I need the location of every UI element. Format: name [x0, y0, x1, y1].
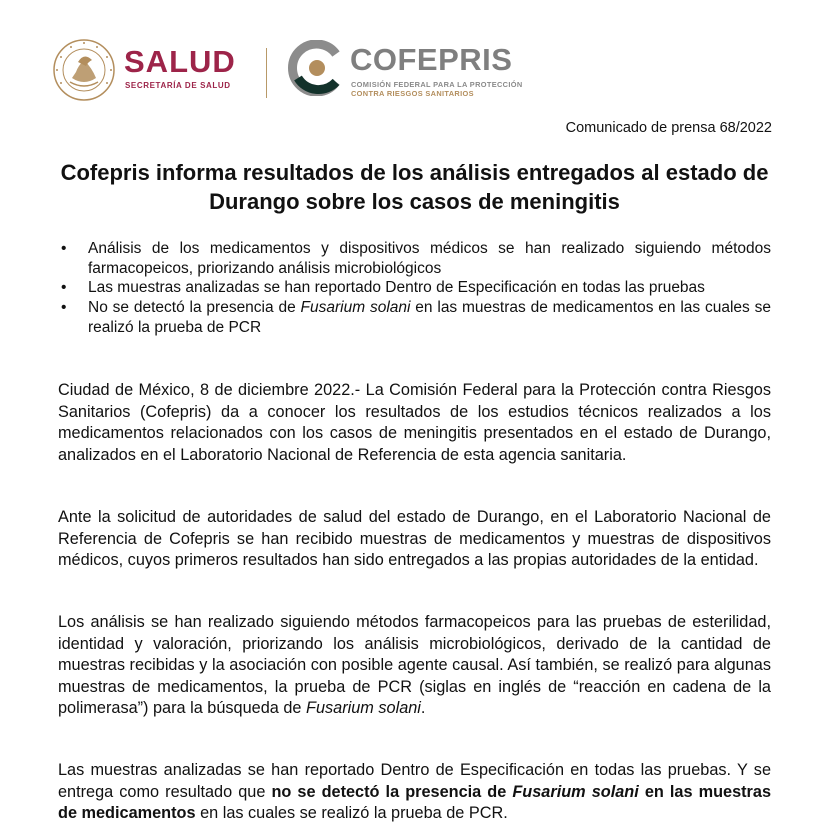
- results-bold-italic-text: Fusarium solani: [512, 782, 639, 801]
- bullet-text-before: No se detectó la presencia de: [88, 299, 301, 317]
- summary-bullets: [58, 239, 771, 338]
- bullet-text-after: en las muestras de medicamentos en las cuales se realizó la prueba de PCR: [88, 299, 771, 336]
- paragraph-results: [58, 760, 771, 825]
- cofepris-logo-text: COFEPRIS: [350, 42, 513, 77]
- bullet-text: Análisis de los medicamentos y dispositivos médicos se han realizado siguiendo métodos farmacopeicos, priorizando análisis microbiológicos: [88, 240, 771, 277]
- cofepris-subtitle-line2: CONTRA RIESGOS SANITARIOS: [351, 89, 474, 98]
- bullet-icon: •: [61, 279, 67, 297]
- bullet-icon: •: [61, 299, 67, 317]
- cofepris-subtitle-line1: COMISIÓN FEDERAL PARA LA PROTECCIÓN: [351, 80, 523, 89]
- methods-italic-species: Fusarium solani: [306, 699, 421, 717]
- logo-divider: [266, 48, 267, 98]
- paragraph-methods: [58, 612, 771, 720]
- salud-subtitle: SECRETARÍA DE SALUD: [125, 81, 231, 90]
- bullet-icon: •: [61, 240, 67, 257]
- bullet-item: [58, 298, 771, 337]
- press-release-number: Comunicado de prensa 68/2022: [565, 120, 772, 136]
- methods-end: .: [420, 699, 426, 717]
- letterhead: [52, 38, 552, 102]
- results-text: Las muestras analizadas se han reportado Dentro de Especificación en todas las pruebas. Y se entrega como resultado que: [58, 761, 771, 801]
- bullet-item: [58, 278, 771, 298]
- mexico-seal-icon: [52, 38, 116, 102]
- methods-text: Los análisis se han realizado siguiendo métodos farmacopeicos para las pruebas de esterilidad, identidad y valoración, priorizando los análisis microbiológicos, derivado de la cantidad de muestras recibidas y la asociación con posible agente causal. Así también, se realizó para algunas muestras de medicamentos, la prueba de PCR (siglas en inglés de “reacción en cadena de la polimerasa”) para la búsqueda de: [58, 613, 771, 717]
- paragraph-intro: Ciudad de México, 8 de diciembre 2022.- La Comisión Federal para la Protección contra Riesgos Sanitarios (Cofepris) da a conocer los resultados de los estudios técnicos realizados a los medicamentos relacionados con los casos de meningitis presentados en el estado de Durango, analizados en el Laboratorio Nacional de Referencia de esta agencia sanitaria.: [58, 381, 771, 464]
- paragraph-request: Ante la solicitud de autoridades de salud del estado de Durango, en el Laboratorio Nacional de Referencia de Cofepris se han recibido muestras de medicamentos y muestras de dispositivos médicos, cuyos primeros resultados han sido entregados a las propias autoridades de la entidad.: [58, 508, 771, 569]
- bullet-item: [58, 239, 771, 278]
- results-end: en las cuales se realizó la prueba de PCR.: [195, 804, 508, 822]
- cofepris-logo-icon: [288, 40, 344, 96]
- results-bold-italic-species: [512, 783, 638, 801]
- salud-logo-text: SALUD: [124, 44, 236, 79]
- bullet-text: Las muestras analizadas se han reportado Dentro de Especificación en todas las pruebas: [88, 279, 705, 297]
- bullet-italic-species: Fusarium solani: [300, 299, 411, 317]
- results-bold-2: en las muestras de medicamentos: [58, 782, 771, 822]
- page-title: Cofepris informa resultados de los análisis entregados al estado de Durango sobre los casos de meningitis: [60, 160, 769, 214]
- cofepris-subtitle: [351, 80, 523, 98]
- results-bold-1: no se detectó la presencia de: [271, 782, 513, 801]
